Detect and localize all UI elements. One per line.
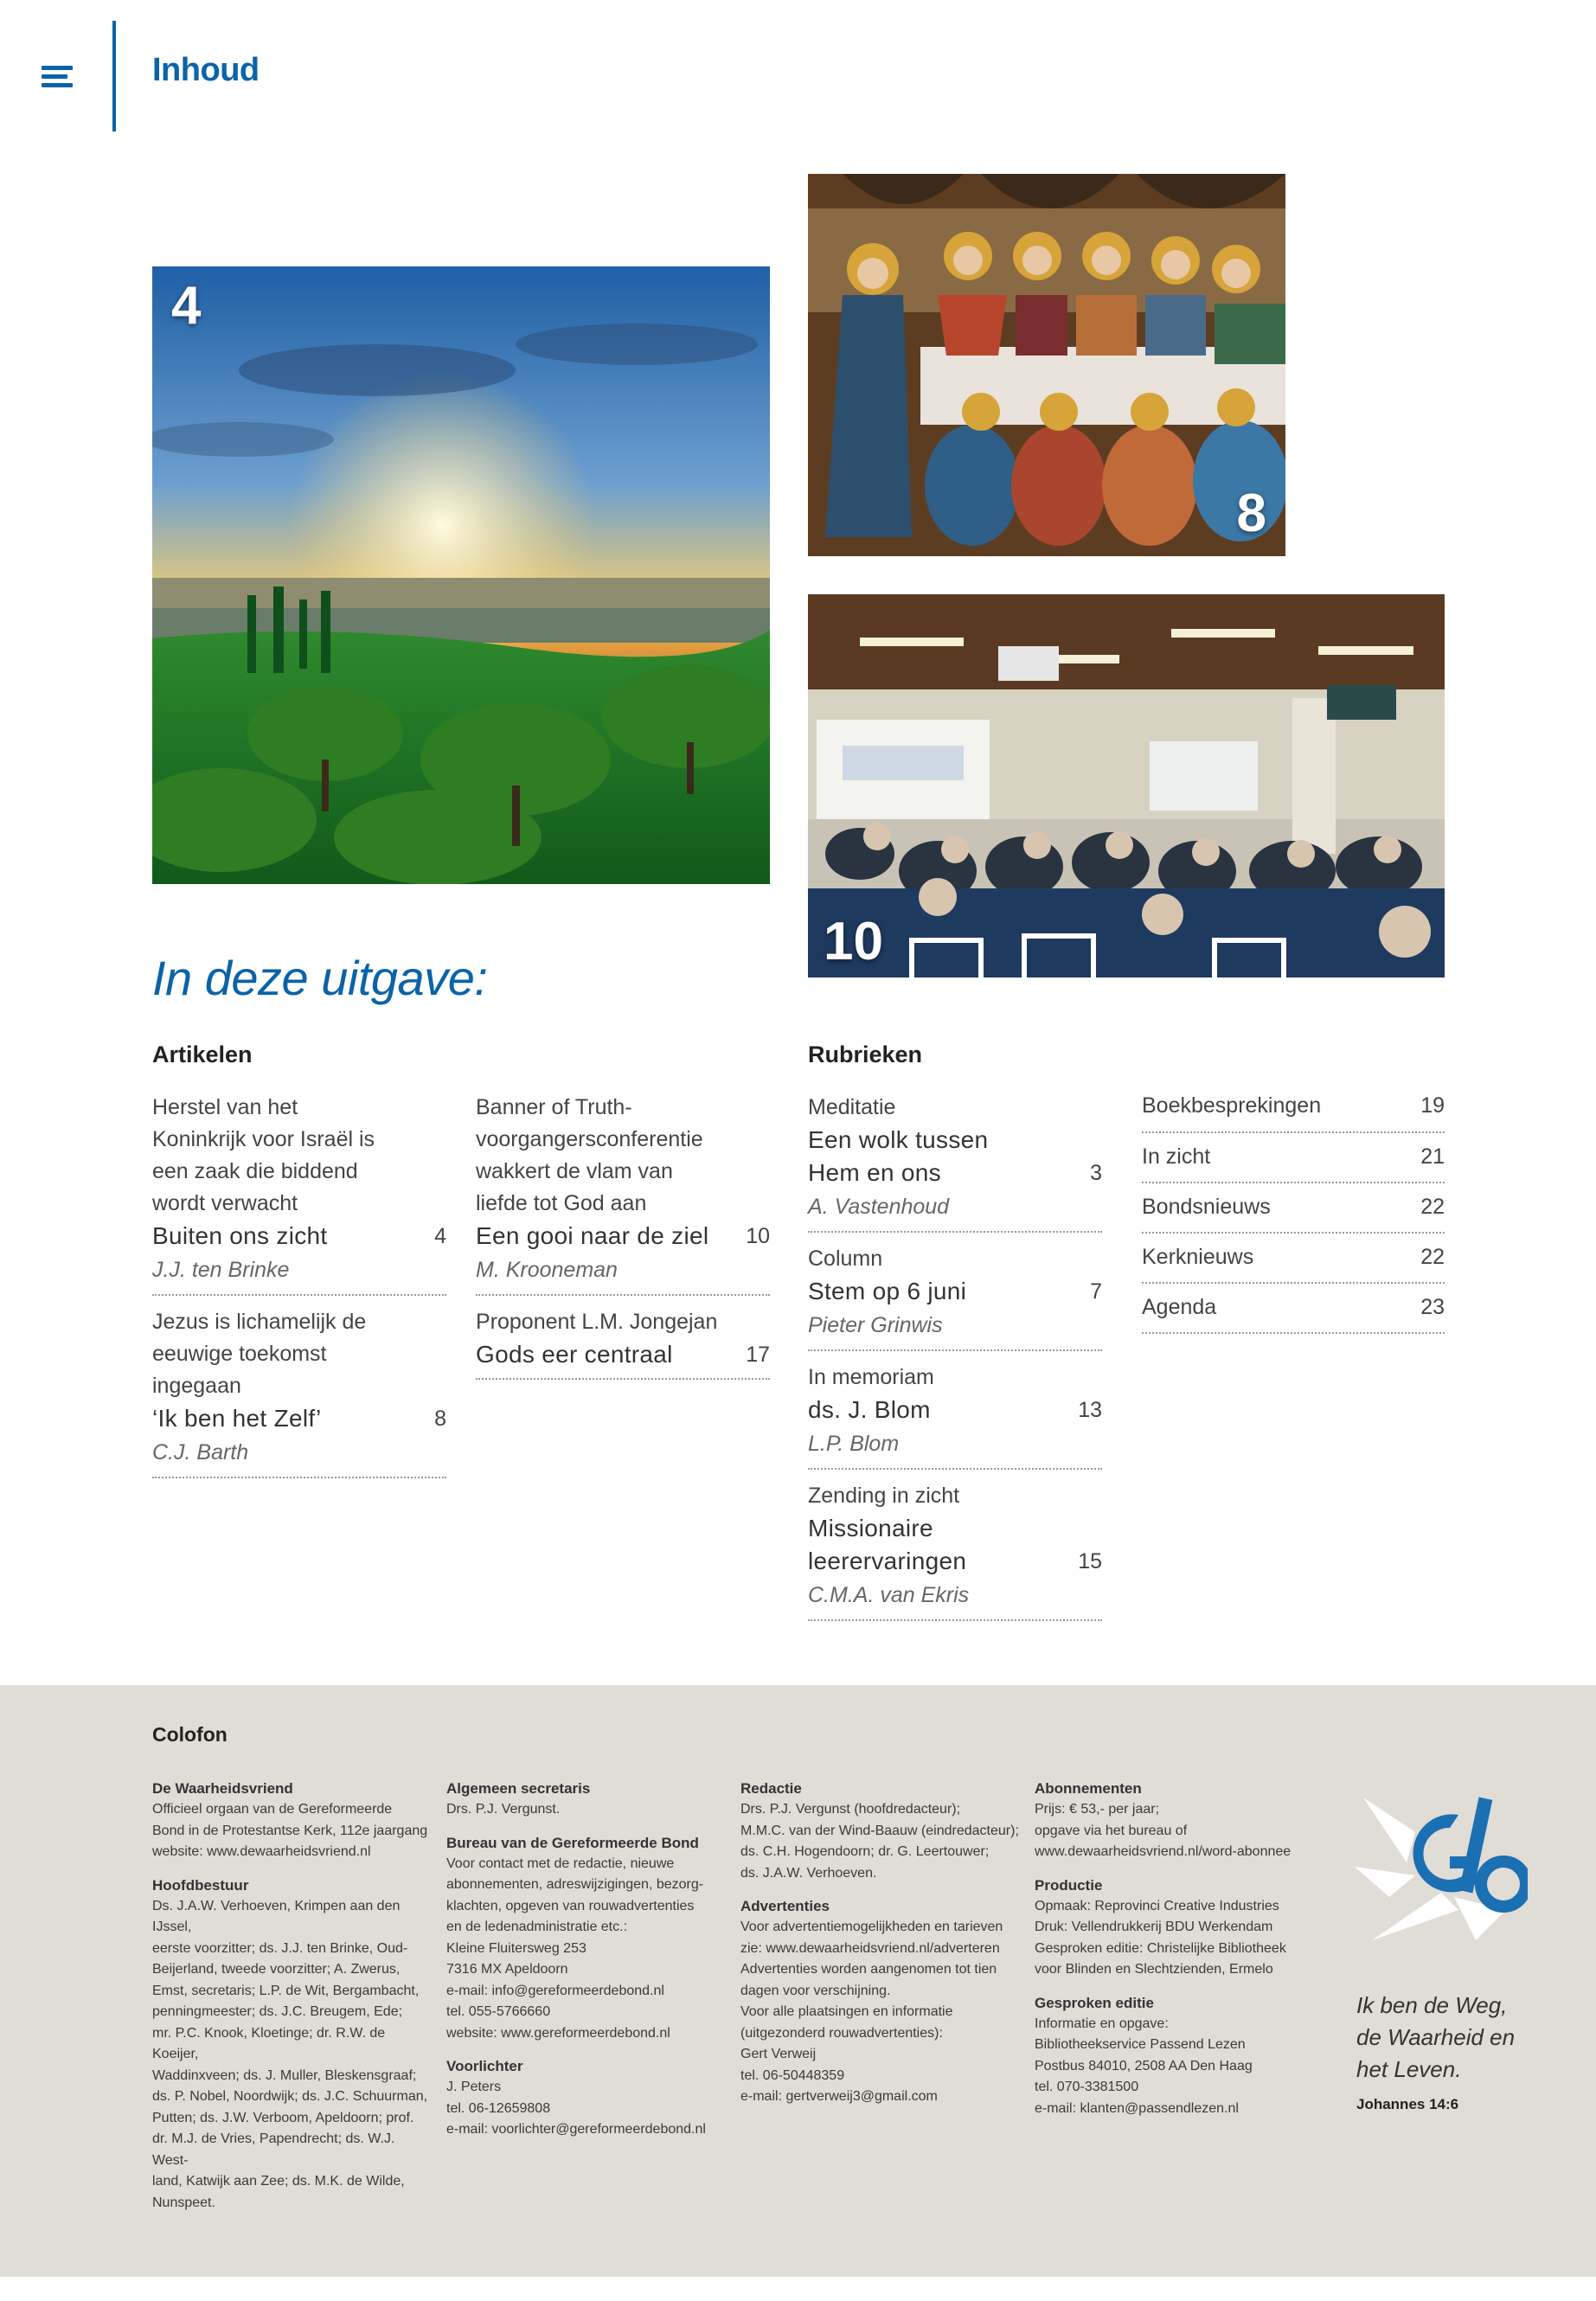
toc-kicker: In memoriam: [808, 1365, 934, 1389]
toc-page: 8: [434, 1407, 446, 1431]
colofon-column-3: [740, 1779, 1035, 2120]
artikelen-column-1: [152, 1092, 446, 1489]
toc-page: 10: [746, 1224, 770, 1248]
toc-row[interactable]: [1142, 1183, 1445, 1234]
photo-last-supper[interactable]: [808, 174, 1285, 556]
toc-title: ‘Ik ben het Zelf’: [152, 1405, 322, 1432]
page-title: Inhoud: [152, 52, 260, 88]
toc-entry[interactable]: [152, 1092, 446, 1296]
toc-entry[interactable]: [808, 1480, 1102, 1621]
toc-row[interactable]: [1142, 1284, 1445, 1334]
colofon-panel: [0, 1685, 1596, 2277]
toc-kicker: Jezus is lichamelijk de eeuwige toekomst ingegaan: [152, 1310, 367, 1398]
toc-label: Boekbesprekingen: [1142, 1093, 1322, 1118]
toc-page: 17: [746, 1343, 770, 1367]
toc-row[interactable]: [1142, 1088, 1445, 1133]
toc-author: M. Krooneman: [476, 1258, 618, 1282]
block-heading: Hoofdbestuur: [152, 1876, 249, 1894]
toc-author: C.J. Barth: [152, 1440, 249, 1465]
toc-row[interactable]: [1142, 1234, 1445, 1284]
toc-title: Een wolk tussen Hem en ons: [808, 1126, 989, 1186]
menu-icon[interactable]: [42, 66, 73, 88]
rubrieken-column-1: [808, 1092, 1102, 1631]
toc-title: Buiten ons zicht: [152, 1222, 328, 1249]
colofon-column-4: [1035, 1779, 1329, 2131]
gereformeerde-bond-logo: [1355, 1780, 1528, 1953]
toc-title: Missionaire leerervaringen: [808, 1515, 967, 1574]
toc-entry[interactable]: [808, 1362, 1102, 1470]
block-heading: De Waarheidsvriend: [152, 1780, 293, 1797]
block-heading: Productie: [1035, 1876, 1103, 1894]
block-heading: Algemeen secretaris: [446, 1780, 591, 1797]
page-number-badge: 8: [1236, 484, 1266, 543]
toc-title: Gods eer centraal: [476, 1341, 673, 1368]
page-number-badge: 10: [824, 912, 883, 971]
header-divider: [112, 21, 116, 131]
page-number-badge: 4: [171, 276, 202, 336]
toc-label: In zicht: [1142, 1144, 1211, 1169]
toc-entry[interactable]: [808, 1092, 1102, 1233]
block-text: Drs. P.J. Vergunst (hoofdredacteur); M.M.C. van der Wind-Baauw (eindredacteur); ds. C.H. Hogendoorn; dr. G. Leertouwer; ds. J.A.W. Verhoeven.: [740, 1802, 1019, 1881]
toc-page: 4: [434, 1224, 446, 1248]
photo-jerusalem[interactable]: [152, 266, 770, 884]
block-text: Informatie en opgave: Bibliotheekservice Passend Lezen Postbus 84010, 2508 AA Den Haag tel. 070-3381500 e-mail: klanten@passendlezen.nl: [1035, 2016, 1253, 2116]
colofon-column-2: [446, 1779, 732, 2153]
bible-reference: Johannes 14:6: [1356, 2096, 1459, 2112]
toc-label: Bondsnieuws: [1142, 1194, 1271, 1219]
artikelen-heading: Artikelen: [152, 1042, 253, 1067]
toc-title: Een gooi naar de ziel: [476, 1222, 709, 1249]
toc-page: 22: [1420, 1244, 1445, 1269]
toc-kicker: Zending in zicht: [808, 1484, 960, 1508]
toc-kicker: Meditatie: [808, 1095, 896, 1119]
toc-label: Agenda: [1142, 1294, 1217, 1319]
toc-author: J.J. ten Brinke: [152, 1258, 290, 1282]
toc-kicker: Herstel van het Koninkrijk voor Israël is een zaak die biddend wordt verwacht: [152, 1095, 375, 1215]
block-heading: Bureau van de Gereformeerde Bond: [446, 1834, 699, 1851]
block-heading: Abonnementen: [1035, 1780, 1142, 1797]
toc-author: Pieter Grinwis: [808, 1313, 943, 1337]
toc-author: C.M.A. van Ekris: [808, 1583, 970, 1607]
block-text: Drs. P.J. Vergunst.: [446, 1802, 561, 1817]
toc-entry[interactable]: [476, 1306, 770, 1380]
toc-page: 3: [1090, 1161, 1102, 1185]
toc-label: Kerknieuws: [1142, 1244, 1254, 1269]
rubrieken-column-2: [1142, 1088, 1445, 1334]
toc-kicker: Banner of Truth-voorgangersconferentie wakkert de vlam van liefde tot God aan: [476, 1095, 703, 1215]
colofon-heading: Colofon: [152, 1723, 228, 1746]
block-text: Voor contact met de redactie, nieuwe abonnementen, adreswijzigingen, bezorg- klachten, opgeven van rouwadvertenties en de ledenadministratie etc.: Kleine Fluitersweg 253 7316 MX Apeldoorn e-mail: info@gereformeerdebond.nl tel. 055-5766660 website: www.gereformeerdebond.nl: [446, 1856, 704, 2041]
toc-entry[interactable]: [476, 1092, 770, 1296]
bible-quote: Ik ben de Weg, de Waarheid en het Leven.: [1356, 1992, 1516, 2082]
toc-row[interactable]: [1142, 1133, 1445, 1183]
toc-kicker: Column: [808, 1247, 883, 1271]
toc-kicker: Proponent L.M. Jongejan: [476, 1310, 718, 1334]
rubrieken-heading: Rubrieken: [808, 1042, 923, 1067]
toc-page: 19: [1420, 1093, 1445, 1118]
toc-entry[interactable]: [152, 1306, 446, 1478]
block-text: Voor advertentiemogelijkheden en tarieven zie: www.dewaarheidsvriend.nl/adverteren Advertenties worden aangenomen tot tien dagen voor verschijning. Voor alle plaatsingen en informatie (uitgezonderd rouwadvertenties): Gert Verweij tel. 06-50448359 e-mail: gertverweij3@gmail.com: [740, 1920, 1003, 2104]
toc-entry[interactable]: [808, 1243, 1102, 1351]
block-heading: Voorlichter: [446, 2058, 523, 2074]
photo-conference[interactable]: [808, 594, 1445, 977]
colofon-column-1: [152, 1779, 429, 2226]
block-text: Opmaak: Reprovinci Creative Industries Druk: Vellendrukkerij BDU Werkendam Gesproken editie: Christelijke Bibliotheek voor Blinden en Slechtzienden, Ermelo: [1035, 1898, 1286, 1977]
block-heading: Redactie: [740, 1780, 802, 1797]
toc-title: ds. J. Blom: [808, 1396, 931, 1423]
toc-page: 13: [1078, 1398, 1102, 1422]
toc-author: A. Vastenhoud: [808, 1195, 950, 1219]
toc-page: 22: [1420, 1194, 1445, 1219]
toc-author: L.P. Blom: [808, 1432, 900, 1456]
toc-page: 7: [1090, 1279, 1102, 1304]
issue-contents-heading: In deze uitgave:: [152, 951, 488, 1005]
block-heading: Advertenties: [740, 1898, 830, 1914]
block-text: Ds. J.A.W. Verhoeven, Krimpen aan den IJssel, eerste voorzitter; ds. J.J. ten Brinke, Oud- Beijerland, tweede voorzitter; A. Zwerus, Emst, secretaris; L.P. de Wit, Bergambacht, penningmeester; ds. J.C. Breugem, Ede; mr. P.C. Knook, Kloetinge; dr. R.W. de Koeijer, Waddinxveen; ds. J. Muller, Bleskensgraaf; ds. P. Nobel, Noordwijk; ds. J.C. Schuurman, Putten; ds. J.W. Verboom, Apeldoorn; prof. dr. M.J. de Vries, Papendrecht; ds. W.J. West- land, Katwijk aan Zee; ds. M.K. de Wilde, Nunspeet.: [152, 1898, 428, 2210]
block-text: Officieel orgaan van de Gereformeerde Bond in de Protestantse Kerk, 112e jaargang website: www.dewaarheidsvriend.nl: [152, 1802, 428, 1859]
block-text: J. Peters tel. 06-12659808 e-mail: voorlichter@gereformeerdebond.nl: [446, 2080, 706, 2137]
toc-page: 15: [1078, 1549, 1102, 1574]
toc-page: 21: [1420, 1144, 1445, 1169]
toc-page: 23: [1420, 1294, 1445, 1319]
block-heading: Gesproken editie: [1035, 1994, 1154, 2011]
toc-title: Stem op 6 juni: [808, 1278, 967, 1304]
artikelen-column-2: [476, 1092, 770, 1390]
block-text: Prijs: € 53,- per jaar; opgave via het bureau of www.dewaarheidsvriend.nl/word-abonnee: [1035, 1802, 1292, 1859]
